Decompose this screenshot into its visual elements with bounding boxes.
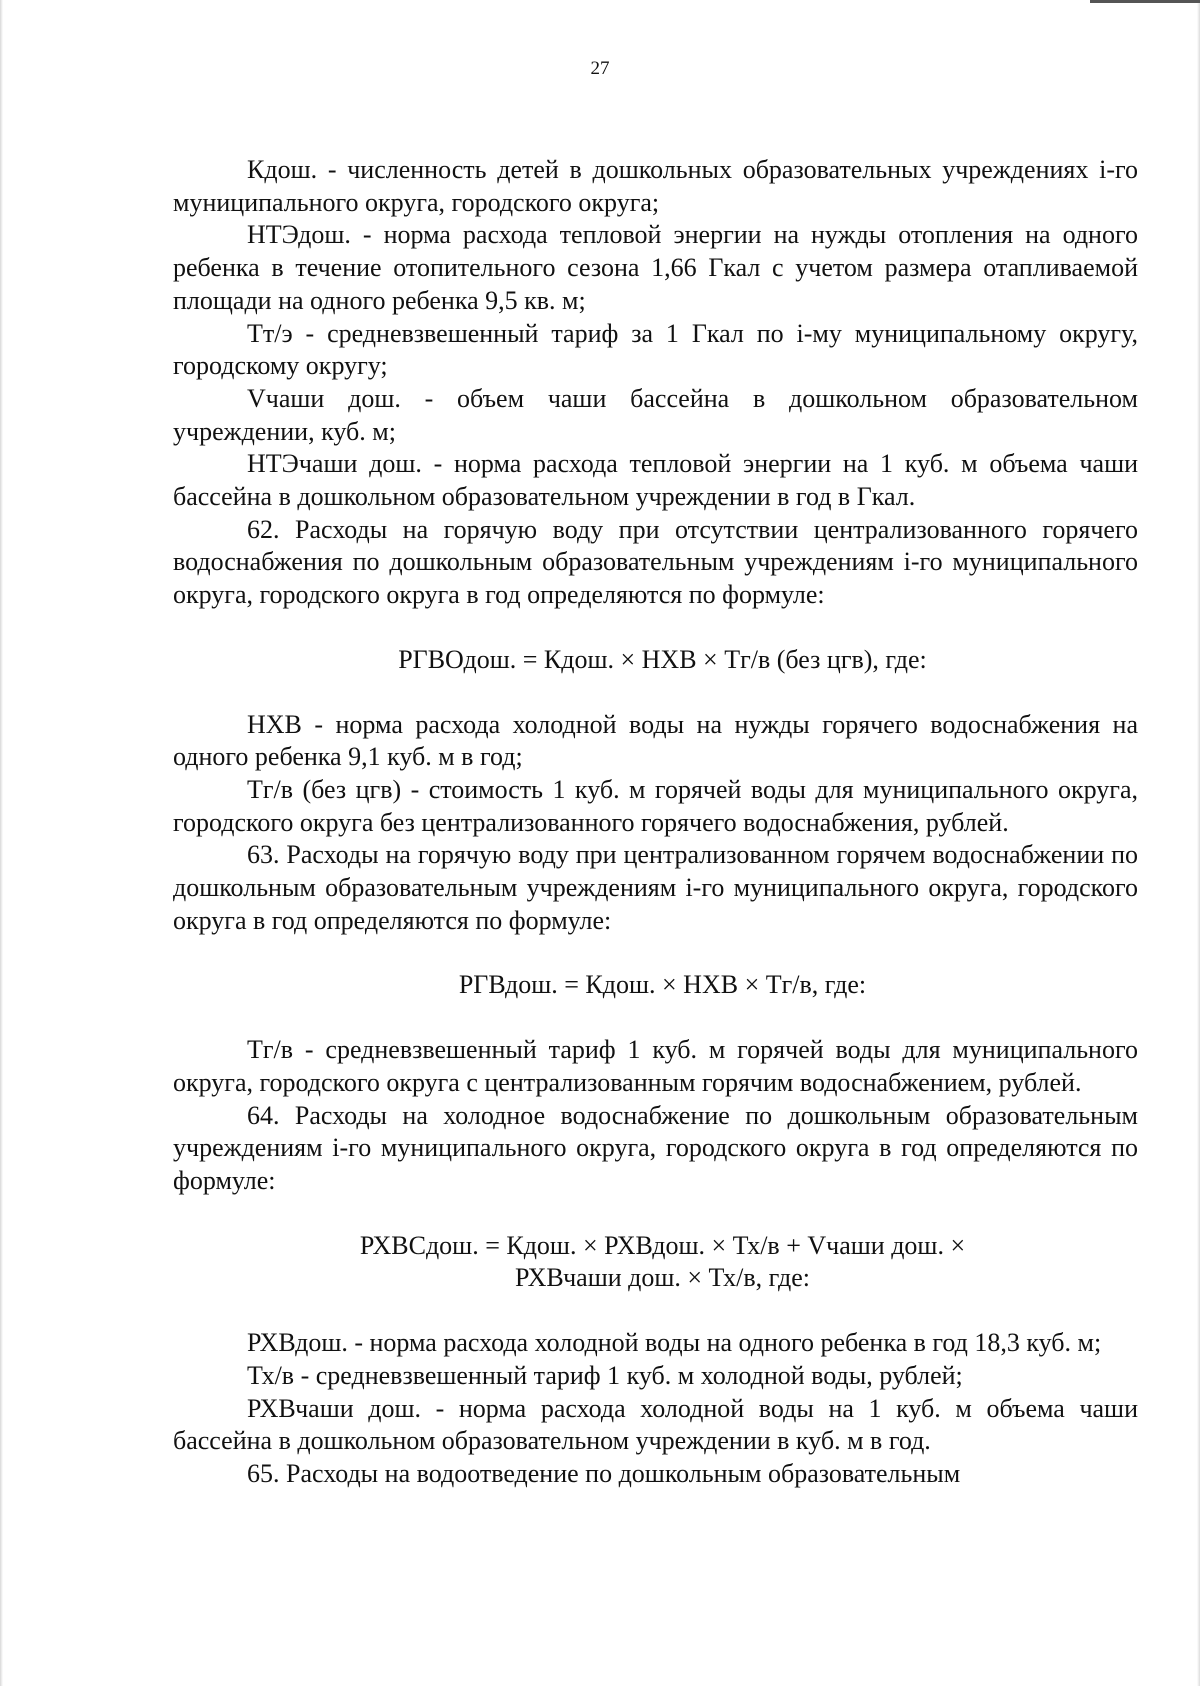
formula-rhvs-line-1: РХВСдош. = Кдош. × РХВдош. × Тх/в + Vчаши дош. ×: [359, 1230, 966, 1260]
document-body: [173, 154, 1138, 1491]
paragraph-tte-definition: Тт/э - средневзвешенный тариф за 1 Гкал по i-му муниципальному округу, городскому округу;: [173, 318, 1138, 381]
paragraph-65: 65. Расходы на водоотведение по дошкольным образовательным: [247, 1458, 961, 1488]
formula-rhvs-line-2: РХВчаши дош. × Тх/в, где:: [514, 1263, 810, 1293]
spacer: [173, 937, 1138, 969]
paragraph-63: 63. Расходы на горячую воду при централизованном горячем водоснабжении по дошкольным образовательным учреждениям i-го муниципального округа, городского округа в год определяются по формуле:: [173, 840, 1138, 935]
paragraph-rhv-definition: РХВдош. - норма расхода холодной воды на одного ребенка в год 18,3 куб. м;: [247, 1328, 1102, 1358]
formula-rgvo: РГВОдош. = Кдош. × НХВ × Тг/в (без цгв), где:: [398, 644, 927, 674]
page-number: 27: [590, 58, 610, 79]
paragraph-tgv-definition: Тг/в - средневзвешенный тариф 1 куб. м горячей воды для муниципального округа, городского округа с централизованным горячим водоснабжением, рублей.: [173, 1035, 1138, 1097]
paragraph-nhv-definition: НХВ - норма расхода холодной воды на нужды горячего водоснабжения на одного ребенка 9,1 куб. м в год;: [173, 709, 1138, 772]
paragraph-thv-definition: Тх/в - средневзвешенный тариф 1 куб. м холодной воды, рублей;: [247, 1360, 963, 1390]
formula-rgv: РГВдош. = Кдош. × НХВ × Тг/в, где:: [458, 970, 867, 1000]
spacer: [173, 1198, 1138, 1230]
formula-rhvs: [173, 1230, 1138, 1295]
paragraph-kdosh-definition: Кдош. - численность детей в дошкольных образовательных учреждениях i-го муниципального округа, городского округа;: [173, 155, 1138, 217]
spacer: [173, 1295, 1138, 1327]
spacer: [173, 677, 1138, 709]
scan-edge-left: [0, 0, 3, 1686]
paragraph-62: 62. Расходы на горячую воду при отсутствии централизованного горячего водоснабжения по дошкольным образовательным учреждениям i-го муниципального округа, городского округа в год определяются по формуле:: [173, 514, 1138, 610]
spacer: [173, 612, 1138, 644]
paragraph-nte-definition: НТЭдош. - норма расхода тепловой энергии на нужды отопления на одного ребенка в течение отопительного сезона 1,66 Гкал с учетом размера отапливаемой площади на одного ребенка 9,5 кв. м;: [173, 220, 1138, 315]
paragraph-ntechashi-definition: НТЭчаши дош. - норма расхода тепловой энергии на 1 куб. м объема чаши бассейна в дошкольном образовательном учреждении в год в Гкал.: [173, 449, 1138, 512]
paragraph-rhvchashi-definition: РХВчаши дош. - норма расхода холодной воды на 1 куб. м объема чаши бассейна в дошкольном образовательном учреждении в куб. м в год.: [173, 1393, 1138, 1456]
paragraph-64: 64. Расходы на холодное водоснабжение по дошкольным образовательным учреждениям i-го муниципального округа, городского округа в год определяются по формуле:: [173, 1100, 1138, 1195]
paragraph-vchashi-definition: Vчаши дош. - объем чаши бассейна в дошкольном образовательном учреждении, куб. м;: [173, 383, 1138, 446]
spacer: [173, 1002, 1138, 1034]
scan-top-mark: [1090, 0, 1200, 3]
paragraph-tgv-no-cgv-definition: Тг/в (без цгв) - стоимость 1 куб. м горячей воды для муниципального округа, городского округа без централизованного горячего водоснабжения, рублей.: [173, 774, 1138, 837]
